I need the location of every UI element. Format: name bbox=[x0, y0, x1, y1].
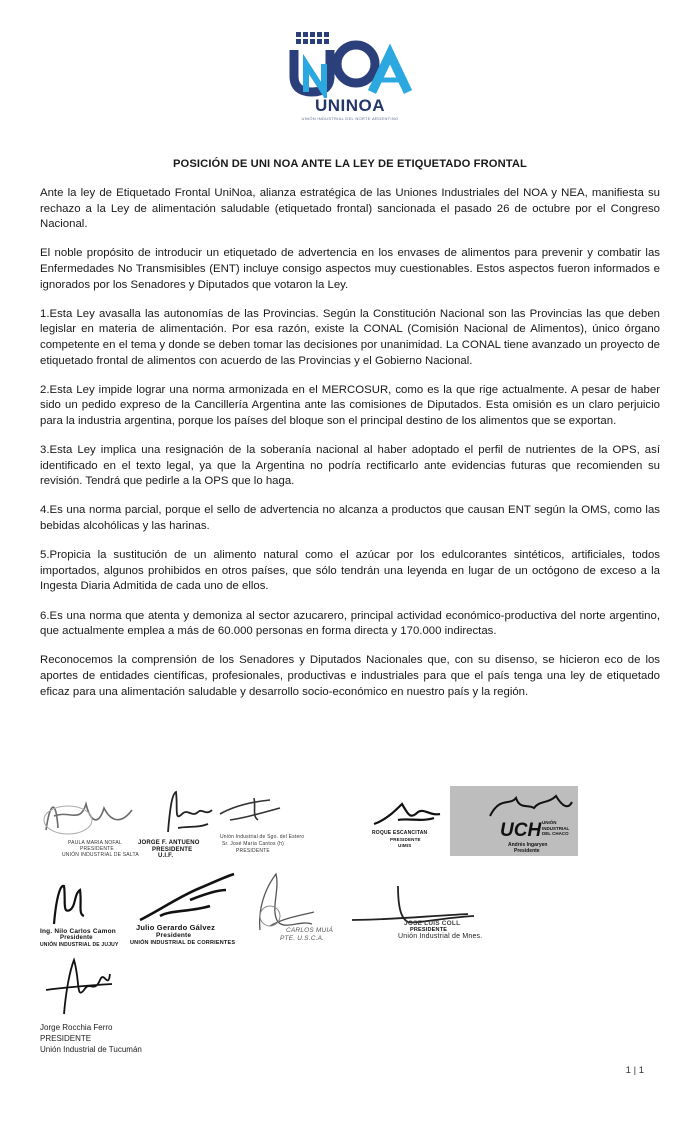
signer-role: Presidente bbox=[60, 935, 93, 941]
signer-role: PRESIDENTE bbox=[152, 847, 193, 853]
signer-role: PRESIDENTE bbox=[390, 837, 421, 842]
signer-role: PRESIDENTE bbox=[410, 927, 448, 933]
signer-role: PRESIDENTE bbox=[236, 848, 270, 854]
signer-org: UNIÓN INDUSTRIAL DE SALTA bbox=[62, 852, 139, 858]
page-number: 1 | 1 bbox=[625, 1065, 644, 1076]
chaco-org-acronym: UCH bbox=[500, 820, 542, 841]
paragraph-intro: Ante la ley de Etiquetado Frontal UniNoa, alianza estratégica de las Uniones Industriales del NOA y NEA, manifiesta su rechazo a la Ley de alimentación saludable (etiquetado frontal) sancionada el pasado 26 de octubre por el Congreso Nacional. bbox=[40, 187, 660, 231]
signer-org: UNIÓN INDUSTRIAL DE JUJUY bbox=[40, 942, 119, 948]
signature-formosa bbox=[138, 788, 218, 858]
signature-scribble bbox=[40, 790, 140, 840]
paragraph-closing: Reconocemos la comprensión de los Senadores y Diputados Nacionales que, con su disenso, se hicieron eco de los aportes de entidades científicas, profesionales, productivas e industriales para que el país tenga una ley de etiquetado eficaz para una alimentación saludable y desarrollo socio-económico en nuestro país y la región. bbox=[40, 654, 660, 698]
uninoa-logo-mark bbox=[280, 28, 420, 98]
signature-corrientes bbox=[130, 870, 240, 950]
paragraph-point-5: 5.Propicia la sustitución de un alimento natural como el azúcar por los edulcorantes sintéticos, artificiales, todos importados, algunos prohibidos en otros países, que sólo tendrán una leyenda en lugar de un octógono de exceso a la Ingesta Diaria Admitida de cada uno de ellos. bbox=[40, 549, 660, 593]
signature-catamarca bbox=[240, 860, 350, 950]
signature-misiones bbox=[368, 790, 448, 860]
document-body bbox=[40, 186, 660, 714]
signer-role: Presidente bbox=[514, 848, 540, 854]
signer-name: Julio Gerardo Gálvez bbox=[136, 923, 216, 932]
signer-name: Andrés Ingaryen bbox=[508, 842, 548, 848]
signature-santiago bbox=[210, 790, 305, 860]
signer-name: Jorge Rocchia Ferro bbox=[40, 1023, 113, 1032]
signature-salta bbox=[40, 790, 140, 860]
signature-scribble bbox=[130, 870, 240, 926]
signer-role: PRESIDENTE bbox=[40, 1034, 92, 1043]
signature-scribble bbox=[210, 790, 290, 834]
signer-name: JOSE LUIS COLL bbox=[404, 920, 461, 927]
signer-org: UNIÓN INDUSTRIAL DE CORRIENTES bbox=[130, 940, 236, 946]
signature-tucuman bbox=[40, 950, 120, 1020]
signer-name: JORGE F. ANTUENO bbox=[138, 840, 200, 846]
final-signer bbox=[40, 1022, 142, 1055]
signer-org: Unión Industrial de Sgo. del Estero bbox=[220, 834, 305, 840]
signer-name: CARLOS MUIÁ bbox=[286, 927, 333, 934]
document-title: POSICIÓN DE UNI NOA ANTE LA LEY DE ETIQUETADO FRONTAL bbox=[173, 158, 527, 170]
paragraph-point-1: 1.Esta Ley avasalla las autonomías de las Provincias. Según la Constitución Nacional son las Provincias las que deben legislar en materia de alimentación. Por esa razón, existe la CONAL (Comisión Nacional de Alimentos), único órgano competente en el tema y donde se deben tomar las decisiones por unanimidad. La CONAL tiene avanzado un proyecto de etiquetado frontal de alimentos con acuerdo de las Provincias y el Gobierno Nacional. bbox=[40, 307, 660, 367]
signer-name: PAULA MARIA NOFAL bbox=[68, 840, 122, 846]
signer-name: Sr. José María Cantos (h) bbox=[222, 841, 284, 847]
signer-org: U.I.F. bbox=[158, 853, 174, 859]
paragraph-point-6: 6.Es una norma que atenta y demoniza al sector azucarero, principal actividad económico-productiva del norte argentino, que actualmente emplea a más de 60.000 personas en forma directa y 170.000 indirectas. bbox=[40, 609, 660, 638]
paragraph-purpose: El noble propósito de introducir un etiquetado de advertencia en los envases de alimentos para prevenir y combatir las Enfermedades No Transmisibles (ENT) incluye consigo aspectos muy cuestionables. Estos aspectos fueron informados e ignorados por los Senadores y Diputados que votaron la Ley. bbox=[40, 247, 660, 291]
paragraph-point-4: 4.Es una norma parcial, porque el sello de advertencia no alcanza a productos que causan ENT según la OMS, como las bebidas alcohólicas y las harinas. bbox=[40, 504, 660, 533]
paragraph-point-2: 2.Esta Ley impide lograr una norma armonizada en el MERCOSUR, como es la que rige actualmente. A pesar de haber sido un pedido expreso de la Cancillería Argentina ante las comisiones de Diputados. Esta omisión es un claro perjuicio para la industria argentina, porque los países del bloque son el principal destino de los alimentos que se exportan. bbox=[40, 383, 660, 427]
signer-name: ROQUE ESCANCITAN bbox=[372, 830, 428, 836]
signature-scribble bbox=[138, 788, 218, 838]
signature-misiones-2 bbox=[348, 880, 483, 950]
uninoa-logo bbox=[280, 28, 420, 128]
signer-org: Unión Industrial de Mnes. bbox=[398, 933, 483, 940]
signer-org: PTE. U.S.C.A. bbox=[280, 935, 325, 942]
signer-name: Ing. Nilo Carlos Camon bbox=[40, 928, 116, 935]
logo-wordmark: UNINOA bbox=[314, 96, 386, 115]
paragraph-point-3: 3.Esta Ley implica una resignación de la soberanía nacional al haber adoptado el perfil de nutrientes de la OPS, así identificado en el texto legal, ya que la Argentina no podría rectificarlo ante evidencias futuras que recomienden su revisión. Tendrá que pedirle a la OPS que lo haga. bbox=[40, 444, 660, 488]
signer-org: UIMIS bbox=[398, 843, 412, 848]
signature-scribble bbox=[368, 790, 448, 830]
signature-scribble bbox=[40, 880, 130, 928]
signature-jujuy bbox=[40, 880, 130, 950]
signer-role: Presidente bbox=[156, 932, 192, 939]
signer-role: PRESIDENTE bbox=[80, 846, 114, 852]
chaco-org-name: UNIÓN INDUSTRIAL DEL CHACO bbox=[542, 820, 570, 836]
signature-chaco bbox=[450, 786, 578, 856]
logo-tagline: UNIÓN INDUSTRIAL DEL NORTE ARGENTINO bbox=[301, 116, 399, 121]
signer-org: Unión Industrial de Tucumán bbox=[40, 1045, 142, 1054]
signature-scribble bbox=[40, 950, 120, 1020]
